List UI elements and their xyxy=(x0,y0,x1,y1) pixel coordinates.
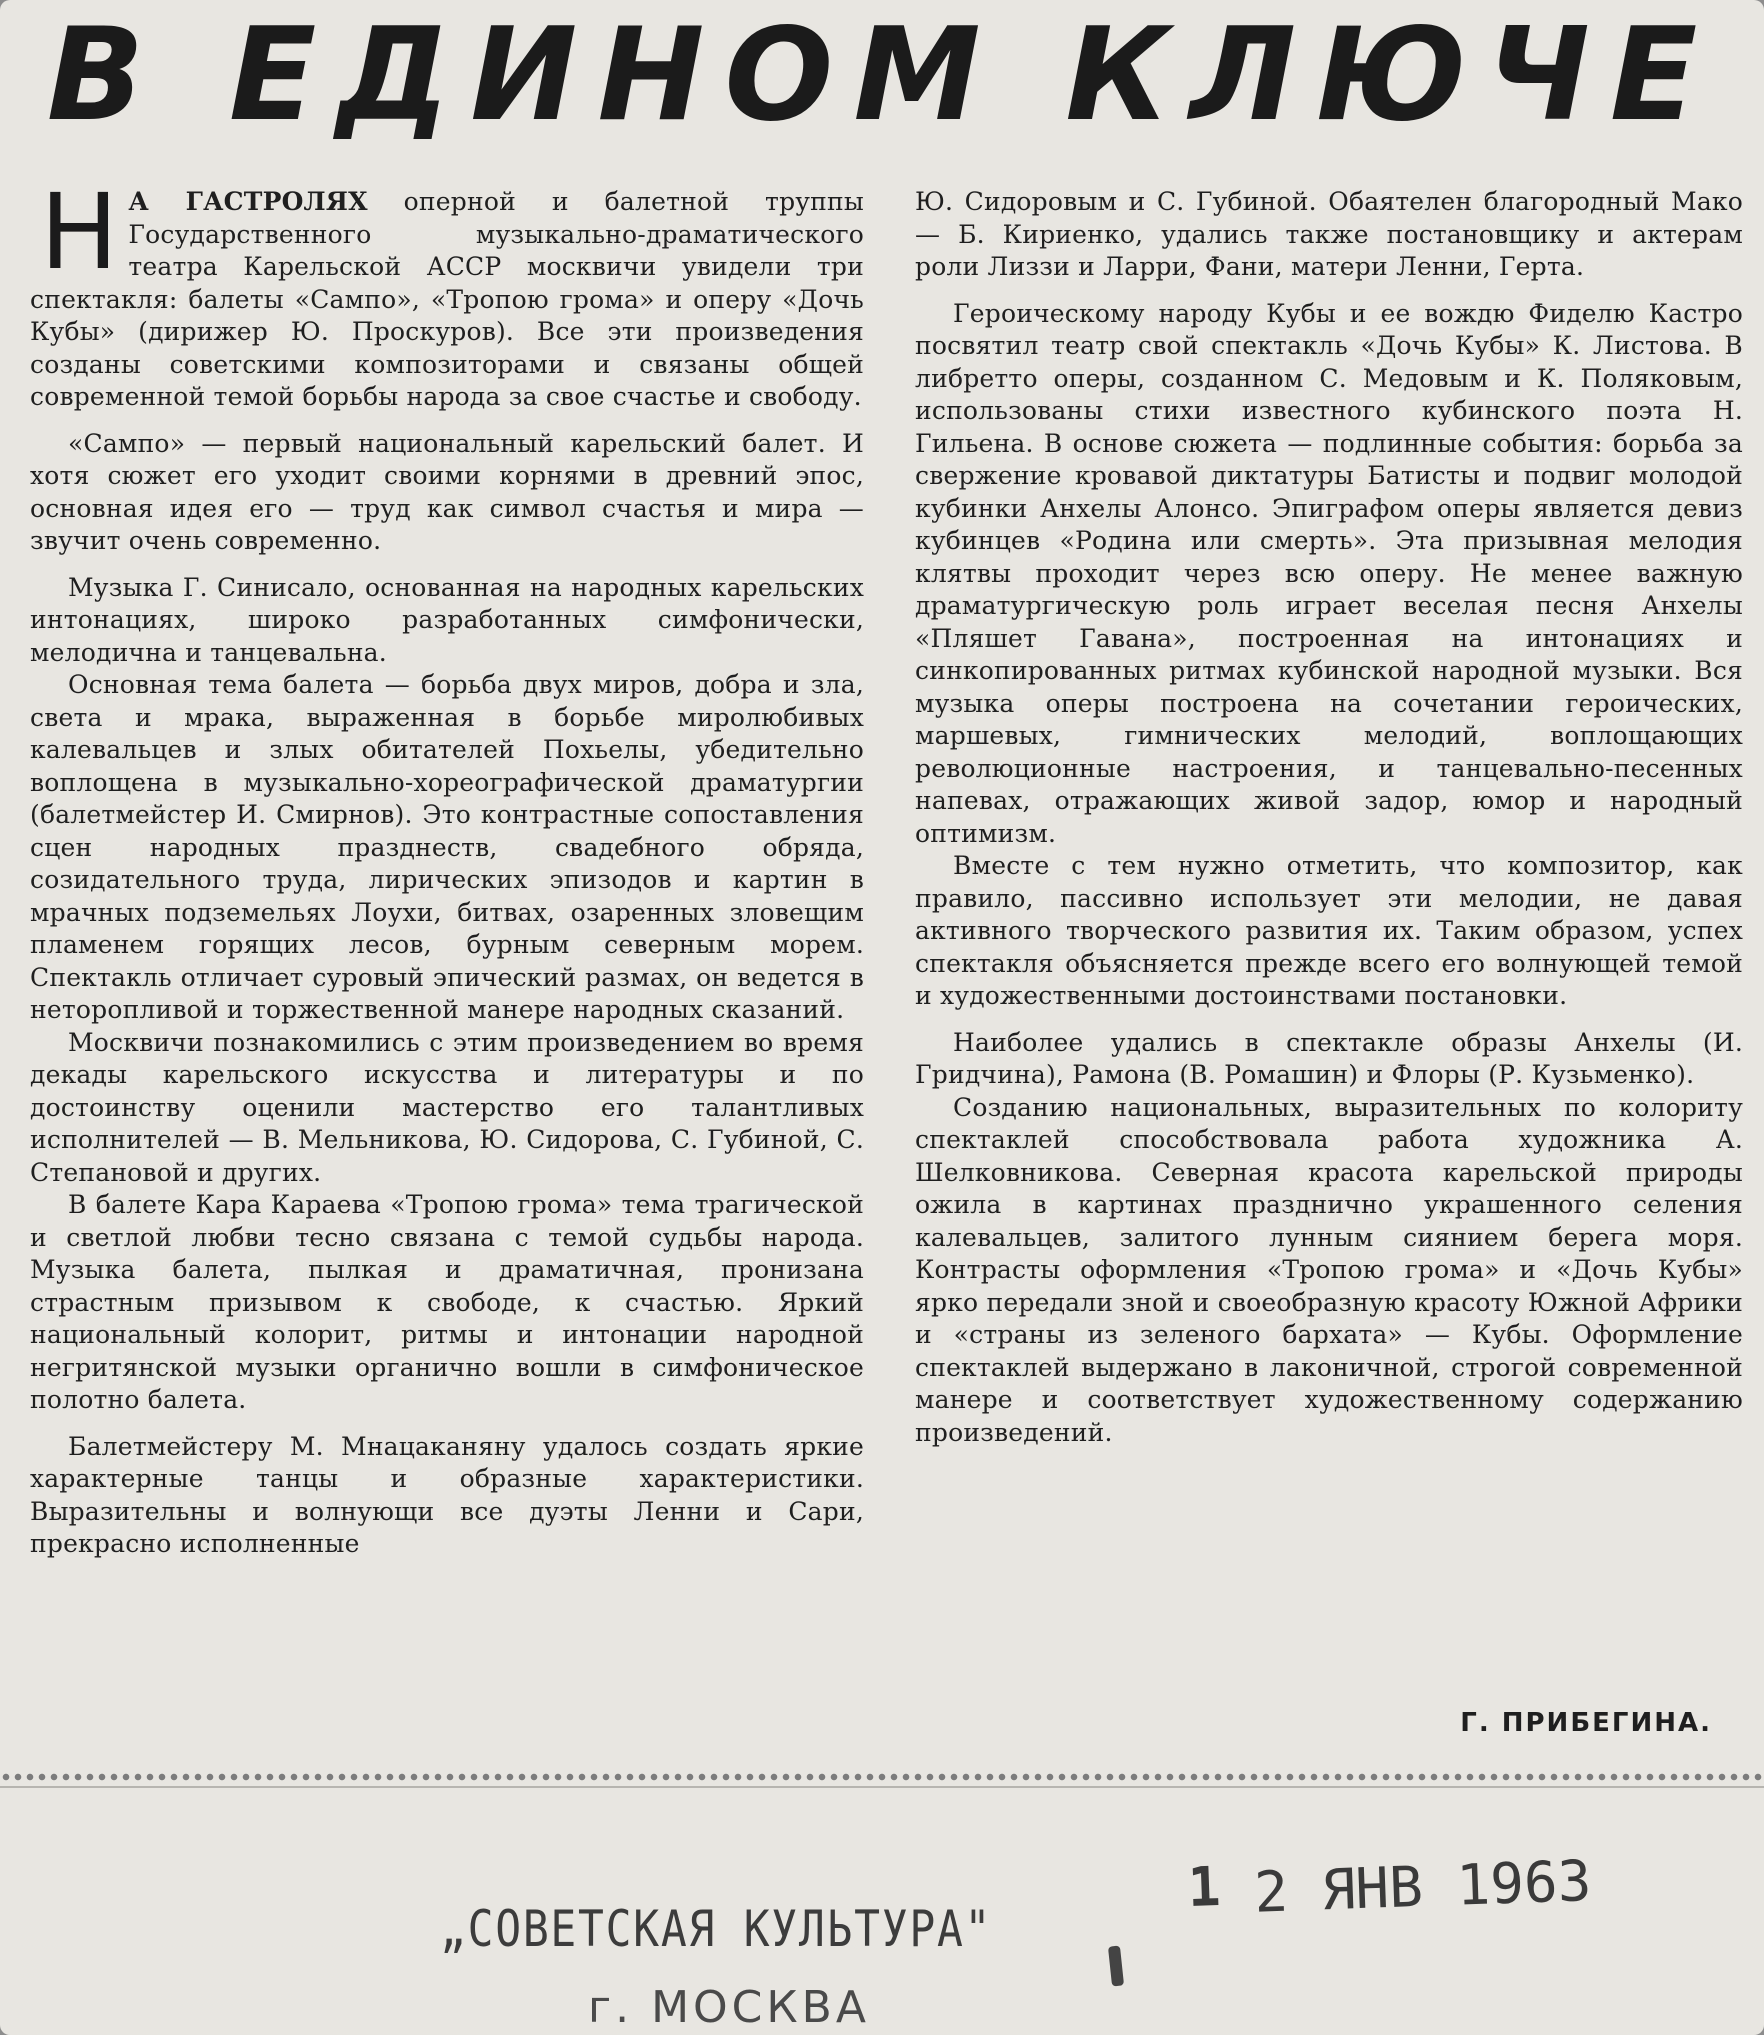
first-paragraph xyxy=(30,171,865,414)
ink-blot xyxy=(1108,1945,1124,1986)
date-stamp-text: 2 ЯНВ 1963 xyxy=(1253,1848,1593,1926)
lead-in: А ГАСТРОЛЯХ xyxy=(128,187,368,216)
article-column-left xyxy=(30,171,865,1561)
first-paragraph-text: оперной и балетной труппы Государственного музыкально-драматического театра Карельской АССР москвичи увидели три спектакля: балеты «Сампо», «Тропою грома» и оперу «Дочь Кубы» (дирижер Ю. Проскуров). Все эти произведения созданы советскими композиторами и связаны общей современной темой борьбы народа за свое счастье и свободу. xyxy=(30,187,865,411)
headline: В ЕДИНОМ КЛЮЧЕ xyxy=(46,1,1718,150)
publication-stamp: „СОВЕТСКАЯ КУЛЬТУРА" xyxy=(440,1900,993,1958)
drop-cap: Н xyxy=(40,171,119,293)
perforated-edge xyxy=(0,1768,1764,1786)
article-paragraph: Вместе с тем нужно отметить, что композитор, как правило, пассивно использует эти мелодии, не давая активного творческого развития их. Таким образом, успех спектакля объясняется прежде всего его волнующей темой и художественными достоинствами постановки. xyxy=(915,851,1743,1010)
article-paragraph: Основная тема балета — борьба двух миров, добра и зла, света и мрака, выраженная в борьбе миролюбивых калевальцев и злых обитателей Похьелы, убедительно воплощена в музыкально-хореографической драматургии (балетмейстер И. Смирнов). Это контрастные сопоставления сцен народных празднеств, свадебного обряда, созидательного труда, лирических эпизодов и картин в мрачных подземельях Лоухи, битвах, озаренных зловещим пламенем горящих лесов, бурным северным морем. Спектакль отличает суровый эпический размах, он ведется в неторопливой и торжественной манере народных сказаний. xyxy=(30,670,864,1024)
article-paragraph: Созданию национальных, выразительных по колориту спектаклей способствовала работа художника А. Шелковникова. Северная красота карельской природы ожила в картинах празднично украшенного селения калевальцев, залитого лунным сиянием берега моря. Контрасты оформления «Тропою грома» и «Дочь Кубы» ярко передали зной и своеобразную красоту Южной Африки и «страны из зеленого бархата» — Кубы. Оформление спектаклей выдержано в лаконичной, строгой современной манере и соответствует художественному содержанию произведений. xyxy=(915,1092,1743,1447)
divider xyxy=(0,1786,1764,1788)
article-paragraph: Героическому народу Кубы и ее вождю Фиделю Кастро посвятил театр свой спектакль «Дочь Кубы» К. Листова. В либретто оперы, созданном С. Медовым и К. Поляковым, использованы стихи известного кубинского поэта Н. Гильена. В основе сюжета — подлинные события: борьба за свержение кровавой диктатуры Батисты и подвиг молодой кубинки Анхелы Алонсо. Эпиграфом оперы является девиз кубинцев «Родина или смерть». Эта призывная мелодия клятвы проходит через всю оперу. Не менее важную драматургическую роль играет веселая песня Анхелы «Пляшет Гавана», построенная на интонациях и синкопированных ритмах кубинской народной музыки. Вся музыка оперы построена на сочетании героических, маршевых, гимнических мелодий, воплощающих революционные настроения, и танцевально-песенных напевах, отражающих живой задор, юмор и народный оптимизм. xyxy=(915,298,1743,848)
article-paragraph: Наиболее удались в спектакле образы Анхелы (И. Гридчина), Рамона (В. Ромашин) и Флоры (Р. Кузьменко). xyxy=(915,1027,1743,1089)
author-signature: Г. ПРИБЕГИНА. xyxy=(1460,1708,1712,1738)
article-column-right xyxy=(915,186,1743,1449)
article-paragraph: Москвичи познакомились с этим произведением во время декады карельского искусства и литературы и по достоинству оценили мастерство его талантливых исполнителей — В. Мельникова, Ю. Сидорова, С. Губиной, С. Степановой и других. xyxy=(30,1027,864,1187)
article-paragraph: Балетмейстеру М. Мнацаканяну удалось создать яркие характерные танцы и образные характеристики. Выразительны и волнующи все дуэты Ленни и Сари, прекрасно исполненные xyxy=(30,1431,864,1558)
date-stamp xyxy=(1187,1849,1592,1928)
article-paragraph: Музыка Г. Синисало, основанная на народных карельских интонациях, широко разработанных симфонически, мелодична и танцевальна. xyxy=(30,572,864,667)
continuation-paragraph: Ю. Сидоровым и С. Губиной. Обаятелен благородный Мако — Б. Кириенко, удались также постановщику и актерам роли Лиззи и Ларри, Фани, матери Ленни, Герта. xyxy=(915,187,1743,281)
city-stamp: г. МОСКВА xyxy=(588,1982,870,2033)
article-paragraph: «Сампо» — первый национальный карельский балет. И хотя сюжет его уходит своими корнями в древний эпос, основная идея его — труд как символ счастья и мира — звучит очень современно. xyxy=(30,428,864,555)
date-stamp-day-mark: 1 xyxy=(1186,1854,1222,1920)
article-paragraph: В балете Кара Караева «Тропою грома» тема трагической и светлой любви тесно связана с темой судьбы народа. Музыка балета, пылкая и драматичная, пронизана страстным призывом к свободе, к счастью. Яркий национальный колорит, ритмы и интонации народной негритянской музыки органично вошли в симфоническое полотно балета. xyxy=(30,1190,864,1414)
